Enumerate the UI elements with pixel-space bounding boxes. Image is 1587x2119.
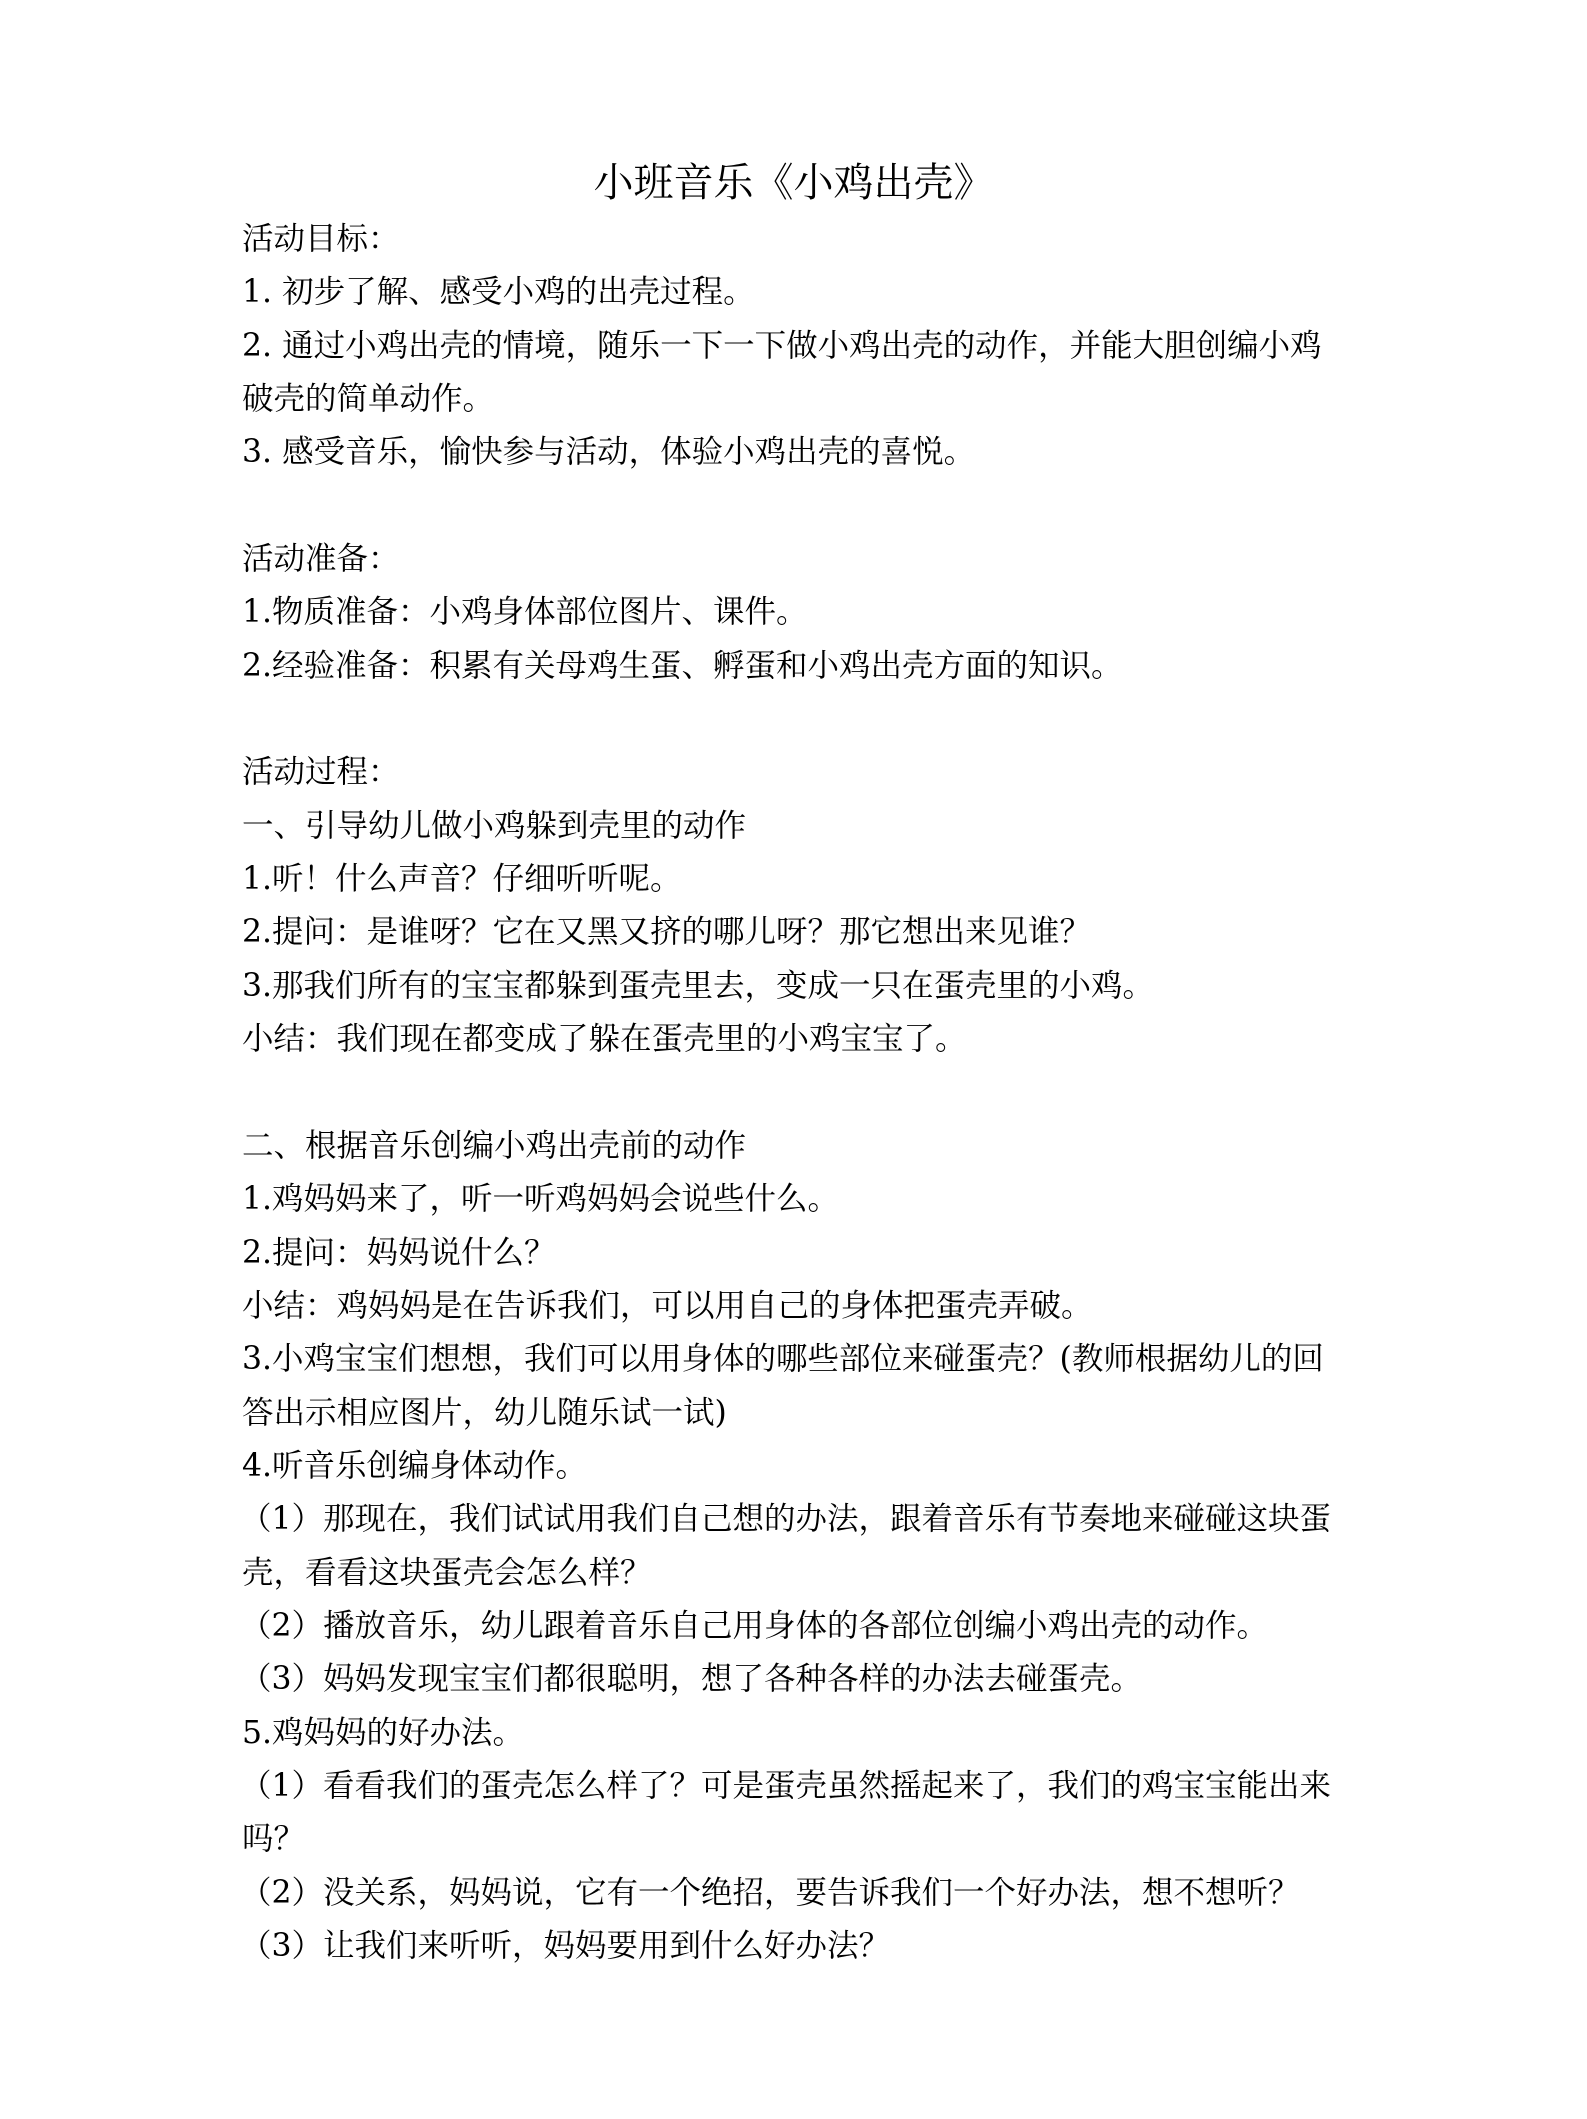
section-heading-process: 活动过程：: [242, 754, 400, 791]
process-part2-subitem: （3）让我们来听听，妈妈要用到什么好办法？: [240, 1928, 891, 1964]
process-part2-subitem: （2）没关系，妈妈说，它有一个绝招，要告诉我们一个好办法，想不想听？: [240, 1874, 1300, 1911]
process-part1-item: 2.提问：是谁呀？它在又黑又挤的哪儿呀？那它想出来见谁？: [242, 914, 1092, 951]
process-part1-heading: 一、引导幼儿做小鸡躲到壳里的动作: [242, 807, 747, 844]
section-heading-preparation: 活动准备：: [242, 541, 400, 578]
process-part1-summary: 小结：我们现在都变成了躲在蛋壳里的小鸡宝宝了。: [242, 1021, 967, 1058]
process-part2-item-continuation: 答出示相应图片，幼儿随乐试一试): [242, 1394, 727, 1431]
process-part2-subitem: （3）妈妈发现宝宝们都很聪明，想了各种各样的办法去碰蛋壳。: [240, 1661, 1143, 1698]
goal-item: 1. 初步了解、感受小鸡的出壳过程。: [242, 274, 755, 311]
process-part2-heading: 二、根据音乐创编小鸡出壳前的动作: [242, 1127, 747, 1164]
process-part2-item: 4.听音乐创编身体动作。: [242, 1447, 588, 1484]
process-part2-subitem: （2）播放音乐，幼儿跟着音乐自己用身体的各部位创编小鸡出壳的动作。: [240, 1607, 1269, 1644]
blank-line: [242, 480, 1352, 533]
goal-item: 2. 通过小鸡出壳的情境，随乐一下一下做小鸡出壳的动作，并能大胆创编小鸡: [242, 327, 1322, 364]
process-part2-item: 2.提问：妈妈说什么？: [242, 1234, 556, 1271]
process-part2-subitem: （1）那现在，我们试试用我们自己想的办法，跟着音乐有节奏地来碰碰这块蛋: [240, 1501, 1332, 1538]
process-part2-item: 1.鸡妈妈来了，听一听鸡妈妈会说些什么。: [242, 1181, 840, 1218]
process-part2-subitem-continuation: 壳，看看这块蛋壳会怎么样？: [242, 1554, 652, 1591]
process-part2-item: 5.鸡妈妈的好办法。: [242, 1714, 525, 1751]
blank-line: [242, 1067, 1352, 1120]
section-heading-goals: 活动目标：: [242, 221, 400, 257]
goal-item: 3. 感受音乐，愉快参与活动，体验小鸡出壳的喜悦。: [242, 434, 976, 471]
preparation-item: 2.经验准备：积累有关母鸡生蛋、孵蛋和小鸡出壳方面的知识。: [242, 647, 1123, 684]
process-part1-item: 3.那我们所有的宝宝都躲到蛋壳里去，变成一只在蛋壳里的小鸡。: [242, 967, 1155, 1004]
process-part2-item: 3.小鸡宝宝们想想，我们可以用身体的哪些部位来碰蛋壳？(教师根据幼儿的回: [242, 1341, 1324, 1378]
preparation-item: 1.物质准备：小鸡身体部位图片、课件。: [242, 594, 808, 631]
blank-line: [242, 693, 1352, 746]
process-part2-summary: 小结：鸡妈妈是在告诉我们，可以用自己的身体把蛋壳弄破。: [242, 1287, 1093, 1324]
document-title: 小班音乐《小鸡出壳》: [593, 160, 994, 206]
document-body: [242, 213, 1352, 1973]
goal-item-continuation: 破壳的简单动作。: [242, 381, 495, 418]
process-part2-subitem-continuation: 吗？: [242, 1821, 306, 1858]
process-part2-subitem: （1）看看我们的蛋壳怎么样了？可是蛋壳虽然摇起来了，我们的鸡宝宝能出来: [240, 1767, 1332, 1804]
process-part1-item: 1.听！什么声音？仔细听听呢。: [242, 861, 682, 898]
